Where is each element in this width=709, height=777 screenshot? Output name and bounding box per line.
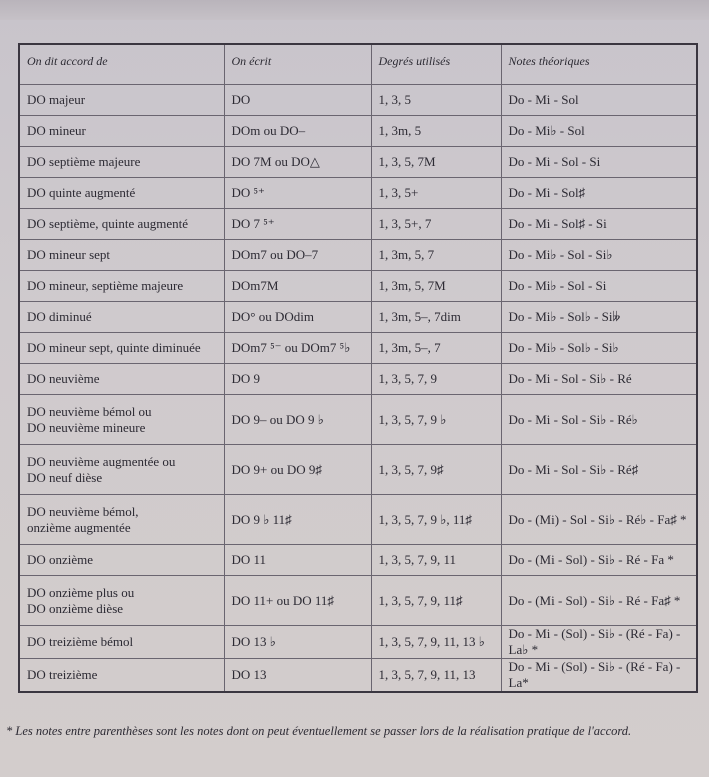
- chord-name-line: DO septième majeure: [27, 154, 141, 169]
- cell-notes: Do - (Mi - Sol) - Si♭ - Ré - Fa♯ *: [501, 576, 697, 626]
- cell-written: DOm ou DO–: [224, 116, 371, 147]
- table-row: [19, 445, 697, 495]
- cell-written: DO 13 ♭: [224, 626, 371, 659]
- cell-degrees: 1, 3, 5, 7, 9♯: [371, 445, 501, 495]
- chord-name-line: DO quinte augmenté: [27, 185, 136, 200]
- chord-name-line: DO neuvième: [27, 371, 100, 386]
- table-row: [19, 659, 697, 693]
- cell-degrees: 1, 3m, 5–, 7: [371, 333, 501, 364]
- cell-written: DO ⁵⁺: [224, 178, 371, 209]
- cell-chord-name: [19, 395, 224, 445]
- cell-written: DO 7 ⁵⁺: [224, 209, 371, 240]
- cell-written: DO 9 ♭ 11♯: [224, 495, 371, 545]
- cell-chord-name: [19, 271, 224, 302]
- cell-notes: Do - Mi - Sol♯ - Si: [501, 209, 697, 240]
- table-row: [19, 576, 697, 626]
- chord-name-line: DO mineur, septième majeure: [27, 278, 184, 293]
- chord-name-line: DO neuvième bémol ou: [27, 403, 152, 419]
- chord-name-line-2: DO neuf dièse: [27, 469, 103, 485]
- footnote: * Les notes entre parenthèses sont les notes dont on peut éventuellement se passer lors de la réalisation pratique de l'accord.: [6, 724, 632, 738]
- cell-notes: Do - Mi♭ - Sol - Si: [501, 271, 697, 302]
- cell-chord-name: [19, 147, 224, 178]
- cell-written: DO° ou DOdim: [224, 302, 371, 333]
- cell-chord-name: [19, 240, 224, 271]
- cell-notes: Do - Mi♭ - Sol♭ - Si𝄫: [501, 302, 697, 333]
- cell-written: DOm7 ⁵⁻ ou DOm7 ⁵♭: [224, 333, 371, 364]
- cell-written: DO 9: [224, 364, 371, 395]
- chord-name-line-2: onzième augmentée: [27, 519, 131, 535]
- cell-written: DO 11: [224, 545, 371, 576]
- cell-notes: Do - Mi♭ - Sol♭ - Si♭: [501, 333, 697, 364]
- cell-degrees: 1, 3m, 5, 7: [371, 240, 501, 271]
- chord-name-line: DO neuvième bémol,: [27, 503, 139, 519]
- cell-chord-name: [19, 302, 224, 333]
- cell-notes: Do - Mi - Sol - Si: [501, 147, 697, 178]
- cell-degrees: 1, 3m, 5, 7M: [371, 271, 501, 302]
- table-row: [19, 395, 697, 445]
- chord-name-line: DO onzième plus ou: [27, 584, 135, 600]
- cell-degrees: 1, 3, 5, 7, 9 ♭: [371, 395, 501, 445]
- chord-name-line-2: DO neuvième mineure: [27, 419, 146, 435]
- cell-written: DOm7 ou DO–7: [224, 240, 371, 271]
- chord-name-line: DO mineur sept, quinte diminuée: [27, 340, 201, 355]
- table-row: [19, 495, 697, 545]
- cell-chord-name: [19, 445, 224, 495]
- cell-degrees: 1, 3, 5, 7M: [371, 147, 501, 178]
- chord-name-line: DO majeur: [27, 92, 86, 107]
- cell-notes: Do - (Mi - Sol) - Si♭ - Ré - Fa *: [501, 545, 697, 576]
- cell-chord-name: [19, 116, 224, 147]
- cell-notes: Do - (Mi) - Sol - Si♭ - Ré♭ - Fa♯ *: [501, 495, 697, 545]
- table-row: [19, 116, 697, 147]
- table-row: [19, 147, 697, 178]
- chord-name-line: DO mineur sept: [27, 247, 111, 262]
- cell-chord-name: [19, 209, 224, 240]
- cell-written: DOm7M: [224, 271, 371, 302]
- cell-chord-name: [19, 364, 224, 395]
- cell-written: DO: [224, 85, 371, 116]
- table-row: [19, 271, 697, 302]
- header-notes: Notes théoriques: [501, 44, 697, 85]
- cell-notes: Do - Mi - (Sol) - Si♭ - (Ré - Fa) - La♭ *: [501, 626, 697, 659]
- cell-degrees: 1, 3, 5+, 7: [371, 209, 501, 240]
- cell-written: DO 9– ou DO 9 ♭: [224, 395, 371, 445]
- header-degrees: Degrés utilisés: [371, 44, 501, 85]
- table-row: [19, 364, 697, 395]
- table-row: [19, 302, 697, 333]
- table-header-row: [19, 44, 697, 85]
- cell-notes: Do - Mi - Sol♯: [501, 178, 697, 209]
- cell-notes: Do - Mi - (Sol) - Si♭ - (Ré - Fa) - La*: [501, 659, 697, 693]
- cell-chord-name: [19, 576, 224, 626]
- cell-chord-name: [19, 545, 224, 576]
- table-row: [19, 178, 697, 209]
- chord-name-line: DO diminué: [27, 309, 92, 324]
- cell-written: DO 9+ ou DO 9♯: [224, 445, 371, 495]
- chord-name-line-2: DO onzième dièse: [27, 600, 124, 616]
- cell-degrees: 1, 3, 5, 7, 9, 11, 13: [371, 659, 501, 693]
- chord-table: [18, 43, 698, 693]
- cell-degrees: 1, 3m, 5–, 7dim: [371, 302, 501, 333]
- cell-chord-name: [19, 85, 224, 116]
- cell-degrees: 1, 3, 5, 7, 9 ♭, 11♯: [371, 495, 501, 545]
- table-row: [19, 85, 697, 116]
- table-row: [19, 626, 697, 659]
- header-chord-name: On dit accord de: [19, 44, 224, 85]
- cell-notes: Do - Mi - Sol: [501, 85, 697, 116]
- cell-written: DO 7M ou DO△: [224, 147, 371, 178]
- cell-chord-name: [19, 659, 224, 693]
- cell-chord-name: [19, 333, 224, 364]
- cell-notes: Do - Mi - Sol - Si♭ - Ré♭: [501, 395, 697, 445]
- table-row: [19, 333, 697, 364]
- cell-chord-name: [19, 178, 224, 209]
- chord-name-line: DO onzième: [27, 552, 94, 567]
- cell-written: DO 13: [224, 659, 371, 693]
- cell-degrees: 1, 3, 5+: [371, 178, 501, 209]
- cell-notes: Do - Mi♭ - Sol: [501, 116, 697, 147]
- cell-notes: Do - Mi - Sol - Si♭ - Ré♯: [501, 445, 697, 495]
- page-top-edge: [0, 0, 709, 20]
- cell-degrees: 1, 3, 5, 7, 9, 11, 13 ♭: [371, 626, 501, 659]
- cell-degrees: 1, 3, 5, 7, 9, 11♯: [371, 576, 501, 626]
- cell-degrees: 1, 3, 5: [371, 85, 501, 116]
- cell-written: DO 11+ ou DO 11♯: [224, 576, 371, 626]
- chord-name-line: DO treizième: [27, 667, 98, 682]
- cell-degrees: 1, 3, 5, 7, 9: [371, 364, 501, 395]
- table-row: [19, 545, 697, 576]
- table-row: [19, 240, 697, 271]
- chord-name-line: DO treizième bémol: [27, 634, 134, 649]
- cell-chord-name: [19, 626, 224, 659]
- chord-name-line: DO mineur: [27, 123, 86, 138]
- chord-name-line: DO septième, quinte augmenté: [27, 216, 189, 231]
- cell-degrees: 1, 3, 5, 7, 9, 11: [371, 545, 501, 576]
- table-row: [19, 209, 697, 240]
- cell-notes: Do - Mi♭ - Sol - Si♭: [501, 240, 697, 271]
- chord-name-line: DO neuvième augmentée ou: [27, 453, 176, 469]
- header-written: On écrit: [224, 44, 371, 85]
- cell-chord-name: [19, 495, 224, 545]
- cell-notes: Do - Mi - Sol - Si♭ - Ré: [501, 364, 697, 395]
- cell-degrees: 1, 3m, 5: [371, 116, 501, 147]
